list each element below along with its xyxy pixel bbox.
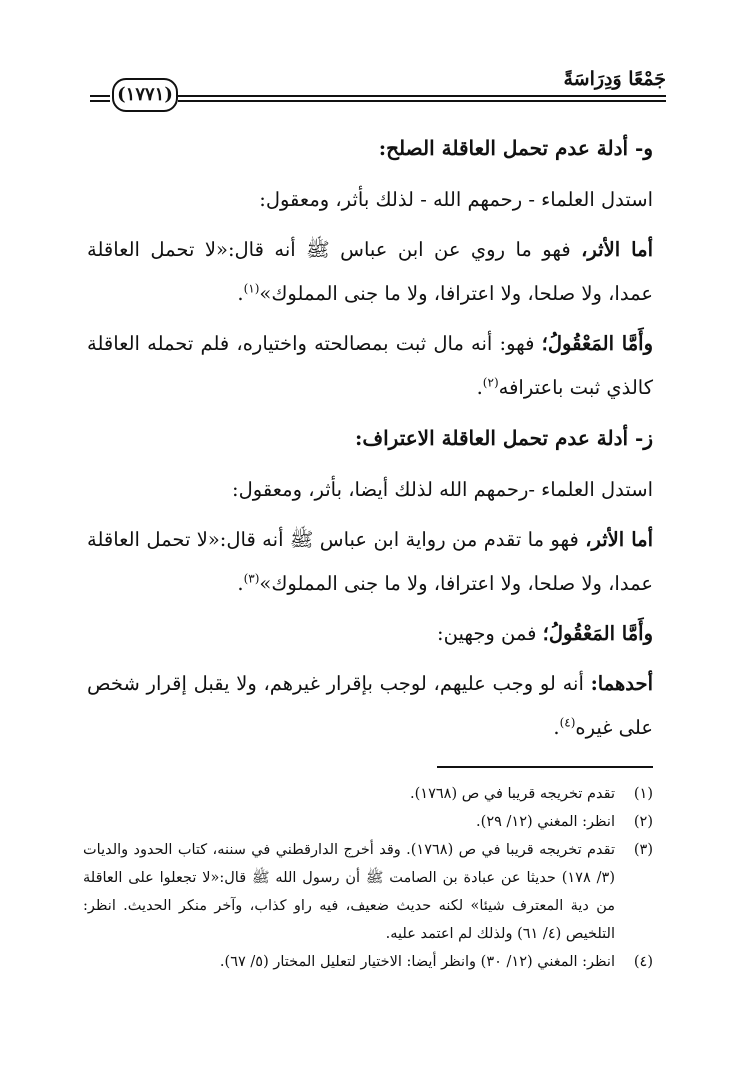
paragraph-6 <box>87 612 653 656</box>
page-number: (١٧٧١) <box>112 78 178 112</box>
paragraph-3-lead: وأَمَّا المَعْقُولُ؛ <box>541 332 653 355</box>
paragraph-2-lead: أما الأثر، <box>581 238 653 261</box>
section-heading-waw: و- أدلة عدم تحمل العاقلة الصلح: <box>378 136 653 160</box>
footnote-text: تقدم تخريجه قريبا في ص (١٧٦٨). <box>410 786 615 802</box>
paragraph-2-text: فهو ما روي عن ابن عباس ﷺ أنه قال:«لا تحمل العاقلة عمدا، ولا صلحا، ولا اعترافا، ولا ما جنى المملوك» <box>87 238 653 305</box>
main-text <box>87 126 653 756</box>
footnote-text: انظر: المغني (١٢/ ٣٠) وانظر أيضا: الاختيار لتعليل المختار (٥/ ٦٧). <box>219 954 615 970</box>
paragraph-1: استدل العلماء - رحمهم الله - لذلك بأثر، ومعقول: <box>259 188 653 211</box>
footnote-separator <box>437 766 653 768</box>
footnote-text: تقدم تخريجه قريبا في ص (١٧٦٨). وقد أخرج الدارقطني في سننه، كتاب الحدود والديات (٣/ ١٧٨) حديثا عن عبادة بن الصامت ﷺ أن رسول الله ﷺ قال:«لا تجعلوا على العاقلة من دية المعترف شيئا» لكنه حديث ضعيف، فيه راو كذاب، وآخر منكر الحديث. انظر: التلخيص (٤/ ٦١) ولذلك لم اعتمد عليه. <box>83 842 615 942</box>
header-left-rule-top <box>90 95 110 97</box>
header-rule-top <box>178 95 666 97</box>
paragraph-3: وأَمَّا المَعْقُولُ؛ فهو: أنه مال ثبت بمصالحته واختياره، فلم تحمله العاقلة كالذي ثبت باعترافه$^{(٢)}$. <box>87 332 653 399</box>
paragraph-7: أحدهما: أنه لو وجب عليهم، لوجب بإقرار غيرهم، ولا يقبل إقرار شخص على غيره$^{(٤)}$. <box>87 672 653 739</box>
footnote-item <box>83 836 653 948</box>
footnote-ref-3: (٣) <box>243 571 260 586</box>
footnote-number: (١) <box>633 786 653 802</box>
paragraph-3-text: فهو: أنه مال ثبت بمصالحته واختياره، فلم تحمله العاقلة كالذي ثبت باعترافه <box>87 332 653 399</box>
footnote-number: (٢) <box>633 814 653 830</box>
footnote-number: (٤) <box>633 954 653 970</box>
paragraph-6-lead: وأَمَّا المَعْقُولُ؛ <box>542 622 653 645</box>
paragraph-5-lead: أما الأثر، <box>585 528 653 551</box>
footnote-item <box>83 808 653 836</box>
paragraph-7-text: أنه لو وجب عليهم، لوجب بإقرار غيرهم، ولا يقبل إقرار شخص على غيره <box>87 672 653 739</box>
header-left-rule-bottom <box>90 100 110 102</box>
paragraph-6-text: فمن وجهين: <box>437 622 543 645</box>
footnote-text: انظر: المغني (١٢/ ٢٩). <box>476 814 615 830</box>
section-heading-zay: ز- أدلة عدم تحمل العاقلة الاعتراف: <box>355 426 653 450</box>
paragraph-7-lead: أحدهما: <box>590 672 653 695</box>
footnote-number: (٣) <box>633 842 653 858</box>
paragraph-4: استدل العلماء -رحمهم الله لذلك أيضا، بأثر، ومعقول: <box>232 478 653 501</box>
running-title: جَمْعًا وَدِرَاسَةً <box>563 68 666 90</box>
paragraph-5: أما الأثر، فهو ما تقدم من رواية ابن عباس ﷺ أنه قال:«لا تحمل العاقلة عمدا، ولا صلحا، ولا اعترافا، ولا ما جنى المملوك»$^{(٣)}$. <box>87 528 653 595</box>
footnote-ref-4: (٤) <box>559 715 576 730</box>
footnote-item <box>83 780 653 808</box>
footnotes <box>83 780 653 976</box>
paragraph-2: أما الأثر، فهو ما روي عن ابن عباس ﷺ أنه قال:«لا تحمل العاقلة عمدا، ولا صلحا، ولا اعترافا، ولا ما جنى المملوك»$^{(١)}$. <box>87 238 653 305</box>
page-header <box>86 60 666 112</box>
header-rule-bottom <box>178 100 666 102</box>
footnote-item <box>83 948 653 976</box>
paragraph-5-text: فهو ما تقدم من رواية ابن عباس ﷺ أنه قال:«لا تحمل العاقلة عمدا، ولا صلحا، ولا اعترافا، ولا ما جنى المملوك» <box>87 528 653 595</box>
footnote-ref-1: (١) <box>243 281 260 296</box>
footnote-ref-2: (٢) <box>482 375 499 390</box>
